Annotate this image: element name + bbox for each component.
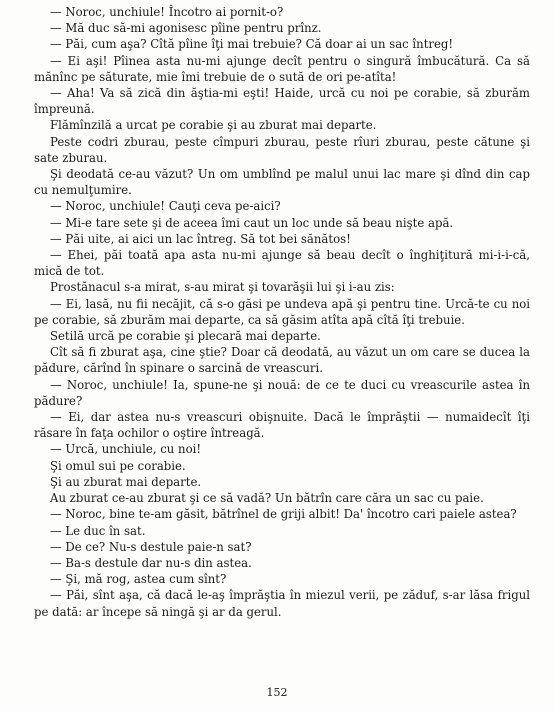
page-number: 152	[266, 686, 288, 699]
paragraph: — Ba-s destule dar nu-s din astea.	[50, 555, 252, 570]
paragraph: — Ei, dar astea nu-s vreascuri obişnuite. Dacă le împrăştii — numaidecît îţi răsare în faţa ochilor o oştire întreagă.	[34, 410, 530, 441]
paragraph: Setilă urcă pe corabie şi plecară mai departe.	[50, 329, 321, 344]
paragraph: Şi au zburat mai departe.	[50, 474, 202, 489]
paragraph: Prostănacul s-a mirat, s-au mirat şi tovarăşii lui şi i-au zis:	[50, 280, 395, 295]
paragraph: — Mă duc să-mi agonisesc pîine pentru prînz.	[50, 21, 322, 36]
paragraph: Şi omul sui pe corabie.	[50, 458, 186, 473]
paragraph: — Le duc în sat.	[50, 523, 146, 538]
paragraph: — De ce? Nu-s destule paie-n sat?	[50, 539, 252, 554]
paragraph: — Păi, sînt aşa, că dacă le-aş împrăştia în miezul verii, pe zăduf, s-ar lăsa frigul pe dată: ar începe să ningă şi ar da gerul.	[34, 588, 530, 619]
paragraph: Cît să fi zburat aşa, cine ştie? Doar că deodată, au văzut un om care se ducea la pădure, cărînd în spinare o sarcină de vreascuri.	[34, 345, 530, 376]
paragraph: — Noroc, unchiule! Încotro ai pornit-o?	[50, 5, 284, 19]
paragraph: — Ehei, păi toată apa asta nu-mi ajunge să beau decît o înghiţitură mi-i-i-că, mică de tot.	[34, 248, 530, 279]
paragraph: — Noroc, unchiule! Ia, spune-ne şi nouă: de ce te duci cu vreascurile astea în pădure?	[34, 377, 530, 408]
paragraph: — Mi-e tare sete şi de aceea îmi caut un loc unde să beau nişte apă.	[50, 215, 454, 230]
paragraph: — Ei, lasă, nu fii necăjit, că s-o găsi pe undeva apă şi pentru tine. Urcă-te cu noi pe corabie, să zburăm mai departe, ca să găsim atîta apă cîtă îţi trebuie.	[34, 296, 530, 327]
paragraph: Peste codri zburau, peste cîmpuri zburau, peste rîuri zburau, peste cătune şi sate zburau.	[34, 134, 530, 165]
paragraph: — Şi, mă rog, astea cum sînt?	[50, 572, 227, 587]
paragraph: — Aha! Va să zică din ăştia-mi eşti! Haide, urcă cu noi pe corabie, să zburăm împreună.	[34, 86, 530, 117]
paragraph: — Urcă, unchiule, cu noi!	[50, 442, 202, 457]
paragraph: — Noroc, unchiule! Cauţi ceva pe-aici?	[50, 199, 281, 214]
paragraph: — Păi uite, ai aici un lac întreg. Să tot bei sănătos!	[50, 231, 351, 246]
paragraph: Au zburat ce-au zburat şi ce să vadă? Un bătrîn care căra un sac cu paie.	[50, 491, 484, 506]
paragraph: — Ei aşi! Pîinea asta nu-mi ajunge decît pentru o singură îmbucătură. Ca să mănînc pe săturate, mie îmi trebuie de o sută de ori pe-atîta!	[34, 53, 530, 84]
paragraph: Şi deodată ce-au văzut? Un om umblînd pe malul unui lac mare şi dînd din cap cu nemulţumire.	[34, 167, 530, 198]
paragraph: — Păi, cum aşa? Cîtă pîine îţi mai trebuie? Că doar ai un sac întreg!	[50, 37, 454, 52]
paragraph: — Noroc, bine te-am găsit, bătrînel de griji albit! Da' încotro cari paiele astea?	[50, 507, 517, 522]
story-text	[34, 4, 530, 620]
paragraph: Flămînzilă a urcat pe corabie şi au zburat mai departe.	[50, 118, 377, 133]
